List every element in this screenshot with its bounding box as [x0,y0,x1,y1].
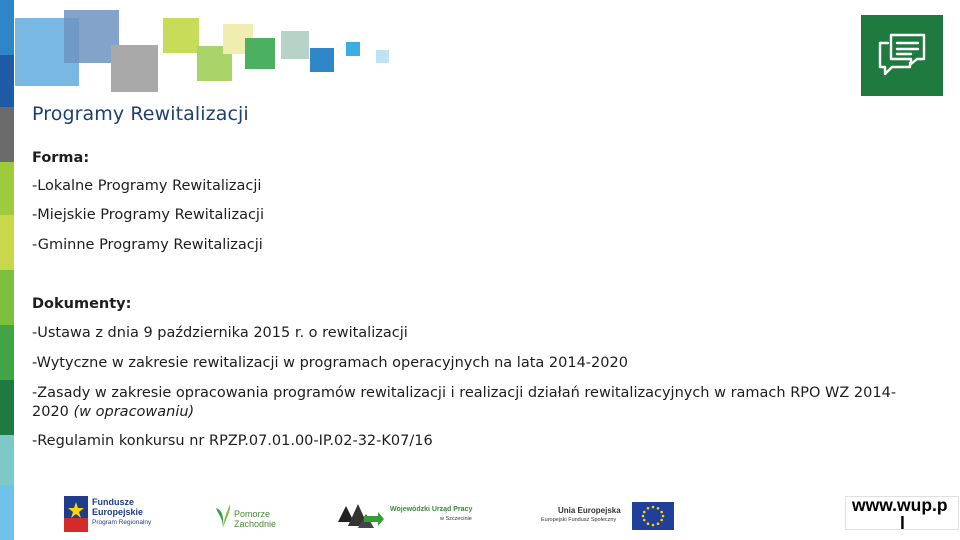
fe-emblem-icon [64,496,88,532]
chat-bubbles-icon [877,33,927,79]
eu-flag-icon [632,502,674,530]
decor-square [111,45,158,92]
strip-segment [0,55,14,107]
decor-square [281,31,309,59]
decor-square [346,42,360,56]
strip-segment [0,107,14,162]
dokumenty-item-text: -Zasady w zakresie opracowania programów rewitalizacji i realizacji działań rewitalizacyjnych w ramach RPO WZ 2014-2020 [32,385,897,420]
dokumenty-item [32,384,912,422]
decor-square [376,50,389,63]
leaf-icon [214,502,232,528]
slide-title: Programy Rewitalizacji [32,103,249,125]
decor-square [245,38,275,69]
website-text[interactable]: www.wup.p [852,495,948,515]
wup-emblem-icon [338,502,384,530]
dokumenty-item: -Wytyczne w zakresie rewitalizacji w programach operacyjnych na lata 2014-2020 [32,355,628,371]
logo3-line2: w Szczecinie [440,516,472,522]
forma-label: Forma: [32,150,90,166]
logo3-line1: Wojewódzki Urząd Pracy [390,506,473,513]
strip-segment [0,435,14,485]
logo-pomorze-zachodnie [214,500,284,534]
strip-segment [0,270,14,325]
logo1-line3: Program Regionalny [92,519,152,526]
dokumenty-item-note: (w opracowaniu) [73,404,195,420]
logo4-line1: Unia Europejska [558,506,621,515]
dokumenty-item: -Ustawa z dnia 9 października 2015 r. o rewitalizacji [32,325,408,341]
strip-segment [0,215,14,270]
logo2-line2: Zachodnie [234,519,277,529]
strip-segment [0,0,14,55]
chat-box [861,15,943,96]
logo-wup-szczecin [338,500,484,532]
decor-square [163,18,199,53]
strip-segment [0,162,14,215]
strip-segment [0,325,14,380]
forma-item: -Miejskie Programy Rewitalizacji [32,207,264,223]
decor-square [310,48,334,72]
logo-fundusze-europejskie [64,494,224,534]
left-color-strip [0,0,14,540]
logo4-line2: Europejski Fundusz Społeczny [541,517,617,523]
dokumenty-label: Dokumenty: [32,296,132,312]
strip-segment [0,485,14,540]
dokumenty-item: -Regulamin konkursu nr RPZP.07.01.00-IP.02-32-K07/16 [32,433,433,449]
website-text-continued[interactable]: l [900,513,905,533]
forma-item: -Lokalne Programy Rewitalizacji [32,178,262,194]
logo1-line1: Fundusze [92,497,134,507]
strip-segment [0,380,14,435]
logo1-line2: Europejskie [92,507,144,517]
forma-item: -Gminne Programy Rewitalizacji [32,237,263,253]
logo2-line1: Pomorze [234,509,271,519]
logo-unia-europejska [540,500,676,532]
